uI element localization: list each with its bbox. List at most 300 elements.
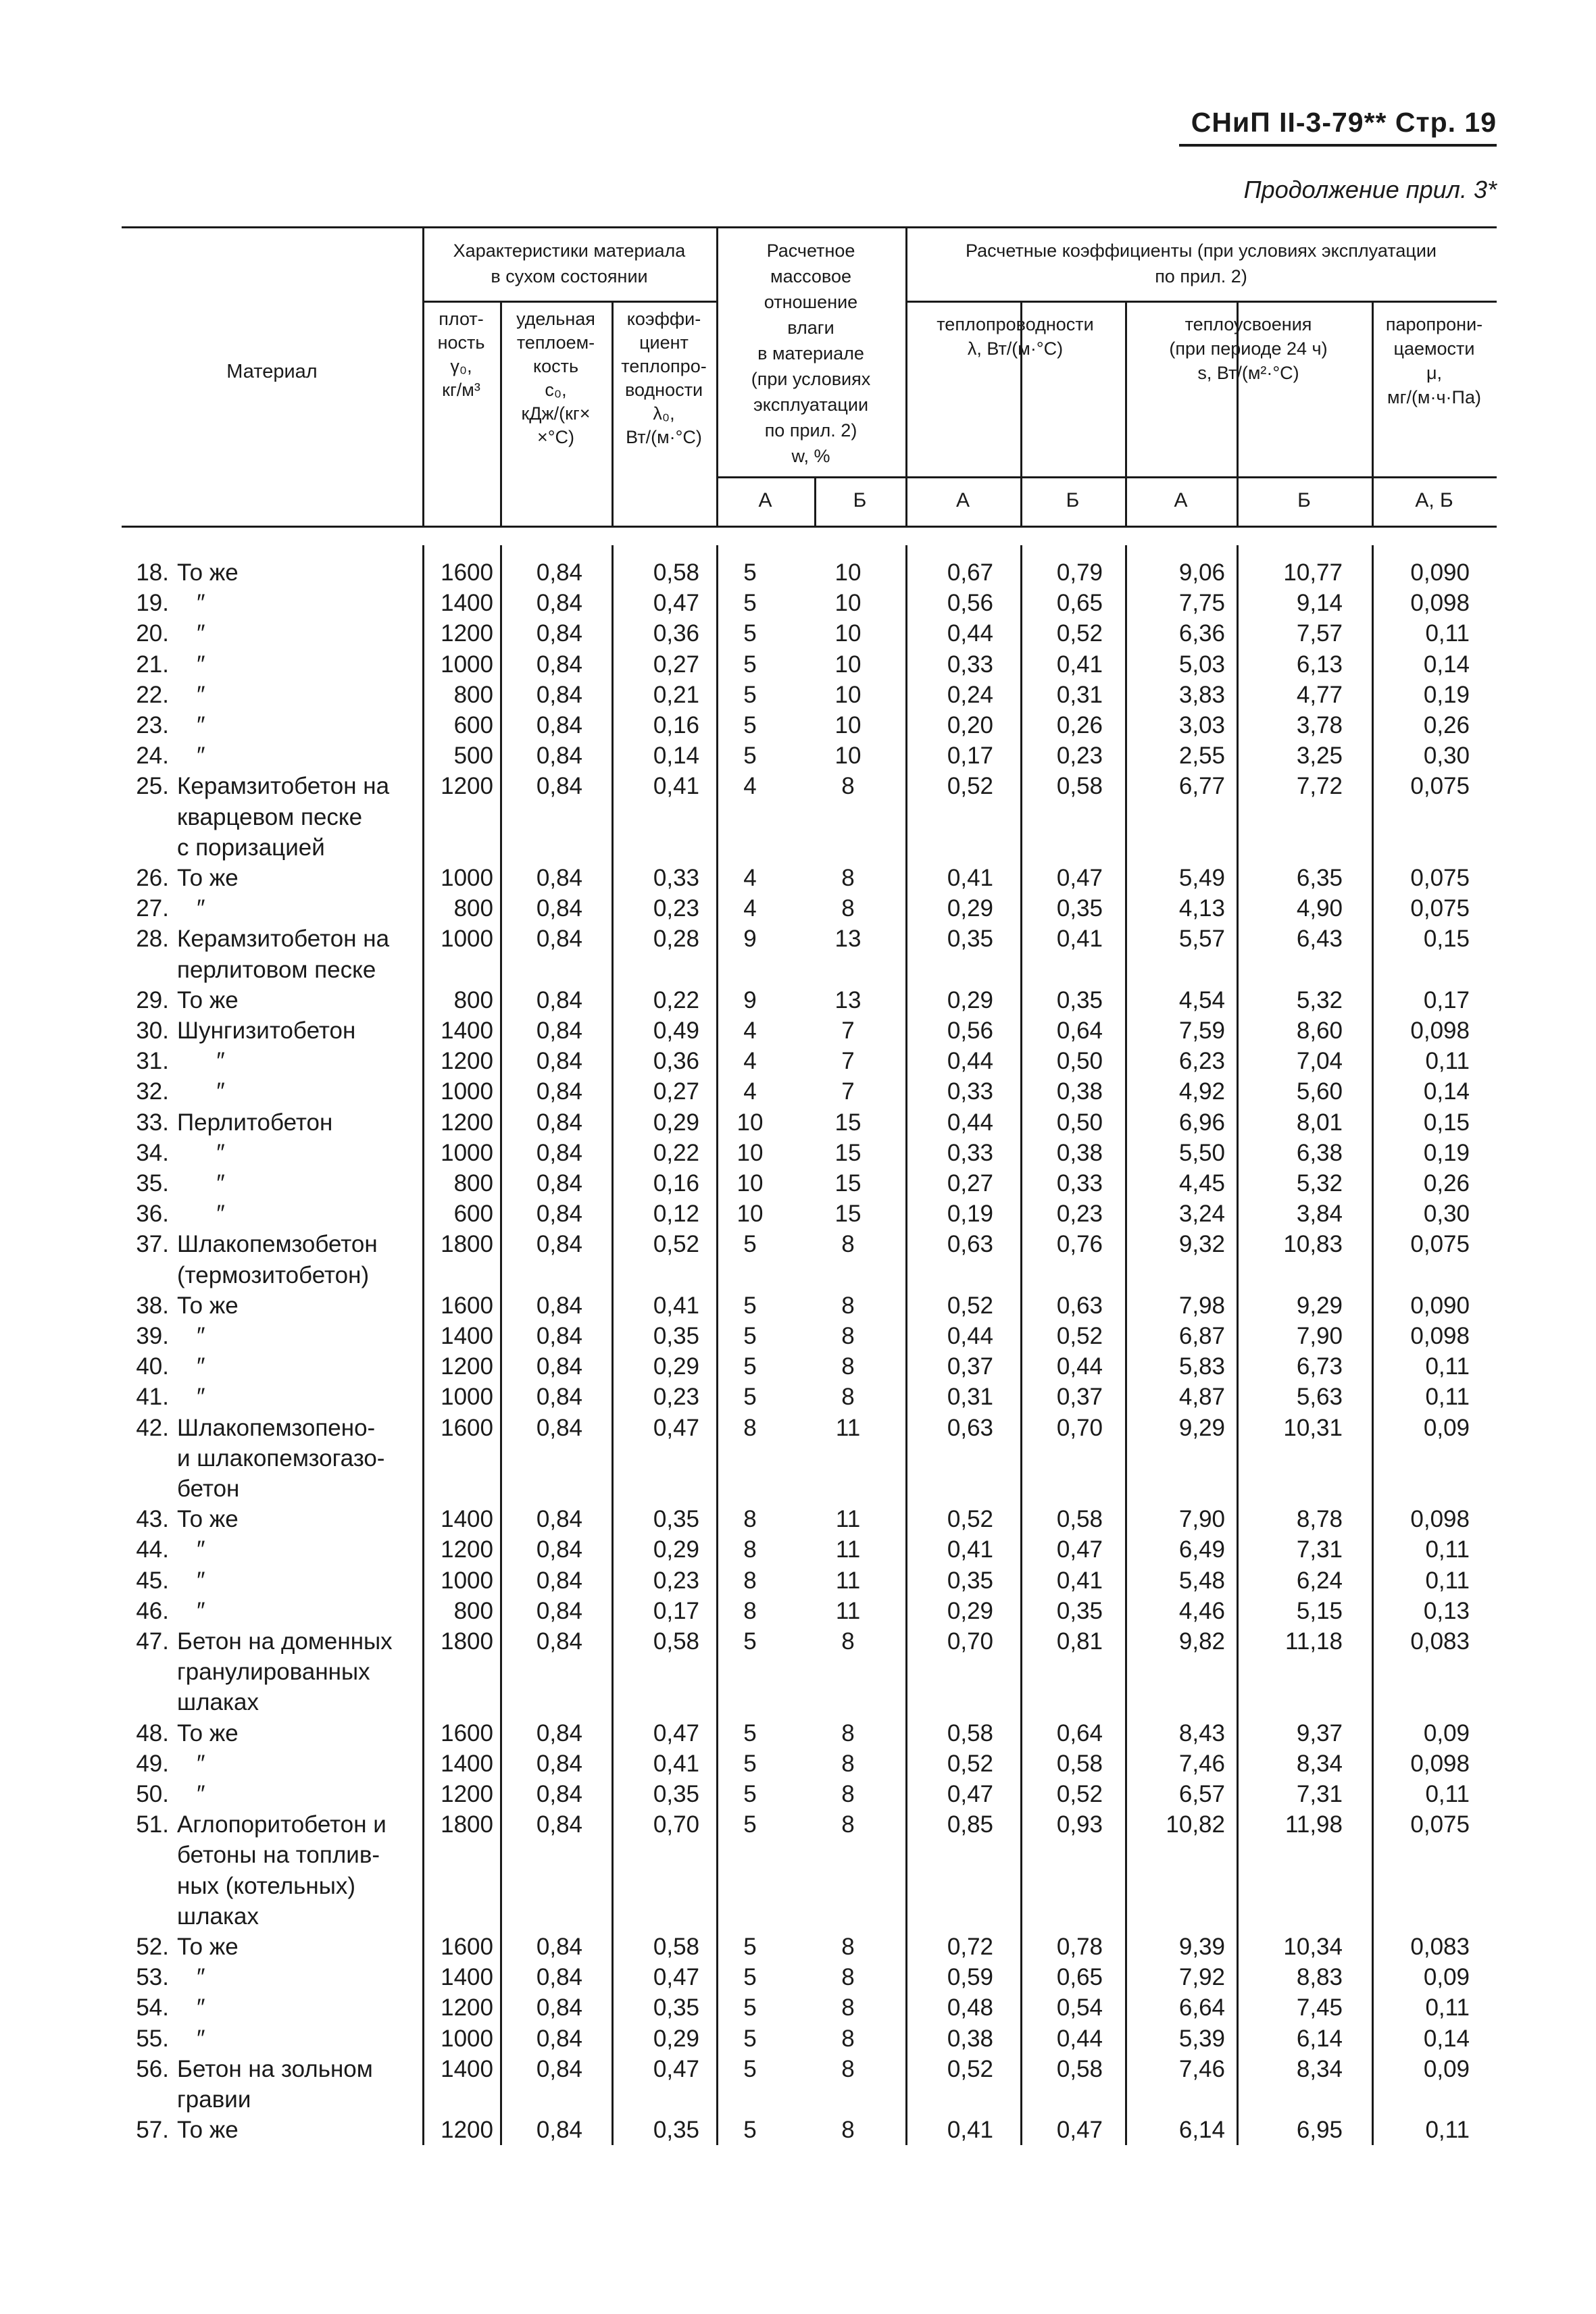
conductivity-b-cell: 0,52: [1056, 620, 1103, 647]
conductivity-a-cell: 0,44: [947, 1109, 993, 1136]
header-heat-absorption-line: s, Вт/(м²·°C): [1197, 363, 1299, 383]
moisture-a-cell: 10: [737, 1139, 764, 1166]
conductivity-a-cell: 0,33: [947, 1139, 993, 1166]
header-conductivity-line: λ, Вт/(м·°C): [967, 338, 1064, 359]
density-cell: 1200: [441, 620, 493, 647]
heat-absorption-a-cell: 6,36: [1178, 620, 1225, 647]
conductivity-b-cell: 0,70: [1056, 1414, 1103, 1441]
density-cell: 1000: [441, 1567, 493, 1594]
conductivity-b-cell: 0,50: [1056, 1048, 1103, 1075]
heat-absorption-b-cell: 8,34: [1296, 2055, 1343, 2082]
conductivity-a-cell: 0,70: [947, 1628, 993, 1655]
heat-absorption-a-cell: 6,64: [1178, 1994, 1225, 2021]
density-cell: 1800: [441, 1628, 493, 1655]
conductivity-dry-cell: 0,14: [653, 743, 699, 770]
header-moisture: [716, 238, 905, 469]
heat-absorption-b-cell: 7,72: [1296, 773, 1343, 800]
header-bottom-rule: [122, 526, 1497, 528]
table-row: [0, 1076, 1596, 1107]
header-calc-group: [905, 238, 1497, 289]
material-cell: ″: [177, 620, 205, 647]
density-cell: 1400: [441, 1323, 493, 1349]
conductivity-a-cell: 0,41: [947, 1536, 993, 1563]
header-specific-heat-line: кДж/(кг×: [521, 403, 591, 424]
vapor-permeability-cell: 0,13: [1423, 1597, 1470, 1624]
conductivity-a-cell: 0,63: [947, 1231, 993, 1258]
header-density-line: γ₀,: [450, 356, 472, 376]
moisture-b-cell: 10: [834, 712, 862, 738]
moisture-a-cell: 5: [743, 712, 757, 738]
header-density-line: кг/м³: [442, 380, 480, 400]
density-cell: 1400: [441, 1750, 493, 1777]
conductivity-dry-cell: 0,41: [653, 1292, 699, 1319]
material-cell: То же: [177, 1719, 239, 1746]
table-row: [0, 1749, 1596, 1779]
material-cell: ″: [177, 681, 205, 708]
header-specific-heat: [500, 307, 612, 449]
heat-absorption-a-cell: 5,50: [1178, 1139, 1225, 1166]
conductivity-b-cell: 0,50: [1056, 1109, 1103, 1136]
moisture-b-cell: 10: [834, 559, 862, 586]
conductivity-a-cell: 0,35: [947, 926, 993, 953]
material-cell: ″: [177, 2025, 205, 2052]
heat-absorption-a-cell: 9,29: [1178, 1414, 1225, 1441]
heat-absorption-b-cell: 11,98: [1285, 1811, 1343, 1838]
table-row: [0, 863, 1596, 893]
moisture-b-cell: 8: [841, 1750, 855, 1777]
row-number: 34.: [136, 1139, 169, 1166]
conductivity-a-cell: 0,35: [947, 1567, 993, 1594]
header-moisture-line: влаги: [787, 318, 834, 338]
header-moisture-line: эксплуатации: [753, 395, 869, 415]
material-cell: бетон: [177, 1475, 240, 1502]
conductivity-b-cell: 0,79: [1056, 559, 1103, 586]
moisture-b-cell: 7: [841, 1017, 855, 1044]
heat-absorption-b-cell: 6,95: [1296, 2117, 1343, 2144]
vapor-permeability-cell: 0,11: [1425, 1353, 1470, 1380]
row-number: 24.: [136, 743, 169, 770]
heat-absorption-a-cell: 3,83: [1178, 681, 1225, 708]
header-material: [122, 358, 422, 385]
vapor-permeability-cell: 0,11: [1425, 1781, 1470, 1807]
specific-heat-cell: 0,84: [536, 651, 582, 678]
conductivity-dry-cell: 0,21: [653, 681, 699, 708]
heat-absorption-a-cell: 5,48: [1178, 1567, 1225, 1594]
conductivity-dry-cell: 0,23: [653, 1384, 699, 1411]
row-number: 32.: [136, 1078, 169, 1105]
density-cell: 1000: [441, 1078, 493, 1105]
conductivity-dry-cell: 0,47: [653, 1719, 699, 1746]
subheader-6: А, Б: [1415, 489, 1453, 511]
heat-absorption-b-cell: 9,37: [1296, 1719, 1343, 1746]
moisture-a-cell: 5: [743, 1231, 757, 1258]
specific-heat-cell: 0,84: [536, 1231, 582, 1258]
vapor-permeability-cell: 0,090: [1410, 1292, 1470, 1319]
heat-absorption-b-cell: 10,77: [1283, 559, 1343, 586]
header-specific-heat-line: ×°C): [537, 427, 575, 447]
moisture-a-cell: 5: [743, 590, 757, 617]
row-number: 40.: [136, 1353, 169, 1380]
specific-heat-cell: 0,84: [536, 2117, 582, 2144]
moisture-a-cell: 5: [743, 2025, 757, 2052]
density-cell: 600: [453, 1201, 493, 1228]
heat-absorption-b-cell: 8,34: [1296, 1750, 1343, 1777]
conductivity-b-cell: 0,65: [1056, 1964, 1103, 1991]
conductivity-dry-cell: 0,29: [653, 1109, 699, 1136]
moisture-b-cell: 8: [841, 2025, 855, 2052]
document-code: СНиП II-3-79** Стр. 19: [1191, 107, 1497, 138]
header-moisture-line: Расчетное: [766, 241, 855, 261]
continuation-note: Продолжение прил. 3*: [1243, 176, 1497, 203]
vapor-permeability-cell: 0,15: [1423, 1109, 1470, 1136]
moisture-a-cell: 5: [743, 1750, 757, 1777]
conductivity-dry-cell: 0,29: [653, 1353, 699, 1380]
conductivity-a-cell: 0,41: [947, 865, 993, 891]
heat-absorption-b-cell: 7,31: [1296, 1536, 1343, 1563]
moisture-b-cell: 15: [834, 1170, 862, 1197]
header-specific-heat-line: удельная: [516, 309, 595, 329]
heat-absorption-a-cell: 6,23: [1178, 1048, 1225, 1075]
density-cell: 1200: [441, 1353, 493, 1380]
moisture-b-cell: 8: [841, 773, 855, 800]
conductivity-a-cell: 0,56: [947, 590, 993, 617]
conductivity-b-cell: 0,37: [1056, 1384, 1103, 1411]
specific-heat-cell: 0,84: [536, 986, 582, 1013]
material-cell: То же: [177, 2117, 239, 2144]
vapor-permeability-cell: 0,15: [1423, 926, 1470, 953]
table-row: [0, 1229, 1596, 1290]
conductivity-dry-cell: 0,49: [653, 1017, 699, 1044]
subheader-0: А: [758, 489, 772, 511]
conductivity-a-cell: 0,52: [947, 1750, 993, 1777]
moisture-b-cell: 8: [841, 1719, 855, 1746]
conductivity-b-cell: 0,26: [1056, 712, 1103, 738]
moisture-a-cell: 5: [743, 559, 757, 586]
row-number: 37.: [136, 1231, 169, 1258]
conductivity-a-cell: 0,33: [947, 1078, 993, 1105]
heat-absorption-a-cell: 5,49: [1178, 865, 1225, 891]
table-row: [0, 985, 1596, 1015]
material-cell: То же: [177, 986, 239, 1013]
table-row: [0, 649, 1596, 680]
table-row: [0, 1565, 1596, 1596]
row-number: 38.: [136, 1292, 169, 1319]
header-moisture-line: w, %: [791, 446, 830, 466]
table-top-rule: [122, 226, 1497, 228]
material-cell: ″: [177, 743, 205, 770]
moisture-a-cell: 8: [743, 1567, 757, 1594]
moisture-a-cell: 5: [743, 1964, 757, 1991]
heat-absorption-b-cell: 6,13: [1296, 651, 1343, 678]
vapor-permeability-cell: 0,09: [1423, 2055, 1470, 2082]
table-row: [0, 710, 1596, 740]
conductivity-dry-cell: 0,36: [653, 620, 699, 647]
row-number: 25.: [136, 773, 169, 800]
conductivity-b-cell: 0,64: [1056, 1017, 1103, 1044]
specific-heat-cell: 0,84: [536, 926, 582, 953]
moisture-b-cell: 7: [841, 1048, 855, 1075]
moisture-b-cell: 10: [834, 590, 862, 617]
conductivity-b-cell: 0,76: [1056, 1231, 1103, 1258]
material-cell: ″: [177, 1201, 225, 1228]
table-row: [0, 1992, 1596, 2023]
moisture-b-cell: 11: [835, 1506, 861, 1533]
heat-absorption-a-cell: 6,87: [1178, 1323, 1225, 1349]
density-cell: 1200: [441, 773, 493, 800]
row-number: 22.: [136, 681, 169, 708]
table-row: [0, 1290, 1596, 1321]
conductivity-dry-cell: 0,70: [653, 1811, 699, 1838]
density-cell: 800: [453, 986, 493, 1013]
conductivity-dry-cell: 0,58: [653, 1934, 699, 1960]
heat-absorption-b-cell: 8,01: [1296, 1109, 1343, 1136]
table-row: [0, 1718, 1596, 1749]
row-number: 53.: [136, 1964, 169, 1991]
material-cell: ″: [177, 1323, 205, 1349]
material-cell: Бетон на доменных: [177, 1628, 393, 1655]
heat-absorption-b-cell: 11,18: [1285, 1628, 1343, 1655]
conductivity-b-cell: 0,44: [1056, 2025, 1103, 2052]
moisture-b-cell: 8: [841, 1964, 855, 1991]
conductivity-b-cell: 0,52: [1056, 1781, 1103, 1807]
specific-heat-cell: 0,84: [536, 559, 582, 586]
moisture-a-cell: 4: [743, 1048, 757, 1075]
moisture-b-cell: 10: [834, 681, 862, 708]
conductivity-b-cell: 0,58: [1056, 1750, 1103, 1777]
specific-heat-cell: 0,84: [536, 2055, 582, 2082]
conductivity-dry-cell: 0,28: [653, 926, 699, 953]
conductivity-a-cell: 0,44: [947, 620, 993, 647]
density-cell: 800: [453, 1597, 493, 1624]
subheader-3: Б: [1066, 489, 1080, 511]
density-cell: 500: [453, 743, 493, 770]
conductivity-b-cell: 0,31: [1056, 681, 1103, 708]
density-cell: 600: [453, 712, 493, 738]
moisture-b-cell: 8: [841, 865, 855, 891]
table-row: [0, 1504, 1596, 1534]
heat-absorption-b-cell: 4,77: [1296, 681, 1343, 708]
conductivity-dry-cell: 0,16: [653, 1170, 699, 1197]
conductivity-b-cell: 0,47: [1056, 865, 1103, 891]
heat-absorption-b-cell: 9,29: [1296, 1292, 1343, 1319]
conductivity-a-cell: 0,52: [947, 1292, 993, 1319]
row-number: 52.: [136, 1934, 169, 1960]
moisture-a-cell: 8: [743, 1414, 757, 1441]
conductivity-b-cell: 0,23: [1056, 1201, 1103, 1228]
vapor-permeability-cell: 0,098: [1410, 1506, 1470, 1533]
conductivity-dry-cell: 0,27: [653, 1078, 699, 1105]
heat-absorption-b-cell: 3,78: [1296, 712, 1343, 738]
header-vapor-line: паропрони-: [1385, 314, 1483, 334]
density-cell: 1600: [441, 1719, 493, 1746]
moisture-a-cell: 5: [743, 1811, 757, 1838]
specific-heat-cell: 0,84: [536, 1994, 582, 2021]
heat-absorption-a-cell: 9,06: [1178, 559, 1225, 586]
moisture-a-cell: 5: [743, 620, 757, 647]
specific-heat-cell: 0,84: [536, 1781, 582, 1807]
material-cell: ″: [177, 712, 205, 738]
conductivity-dry-cell: 0,35: [653, 2117, 699, 2144]
material-cell: (термозитобетон): [177, 1261, 370, 1288]
conductivity-dry-cell: 0,52: [653, 1231, 699, 1258]
conductivity-a-cell: 0,27: [947, 1170, 993, 1197]
heat-absorption-b-cell: 3,84: [1296, 1201, 1343, 1228]
moisture-b-cell: 8: [841, 1323, 855, 1349]
row-number: 33.: [136, 1109, 169, 1136]
vapor-permeability-cell: 0,26: [1423, 712, 1470, 738]
density-cell: 1400: [441, 1017, 493, 1044]
header-moisture-line: в материале: [757, 343, 864, 363]
heat-absorption-b-cell: 4,90: [1296, 895, 1343, 922]
density-cell: 1200: [441, 1536, 493, 1563]
conductivity-dry-cell: 0,47: [653, 590, 699, 617]
heat-absorption-b-cell: 6,73: [1296, 1353, 1343, 1380]
table-row: [0, 1321, 1596, 1351]
vapor-permeability-cell: 0,14: [1423, 2025, 1470, 2052]
density-cell: 1000: [441, 651, 493, 678]
material-cell: ″: [177, 1964, 205, 1991]
vapor-permeability-cell: 0,26: [1423, 1170, 1470, 1197]
table-row: [0, 618, 1596, 649]
table-row: [0, 1413, 1596, 1505]
conductivity-a-cell: 0,38: [947, 2025, 993, 2052]
vapor-permeability-cell: 0,11: [1425, 1567, 1470, 1594]
row-number: 47.: [136, 1628, 169, 1655]
conductivity-b-cell: 0,35: [1056, 986, 1103, 1013]
header-calc-group-line: Расчетные коэффициенты (при условиях эксплуатации: [965, 241, 1437, 261]
material-cell: ″: [177, 1567, 205, 1594]
moisture-b-cell: 13: [834, 986, 862, 1013]
density-cell: 1400: [441, 1964, 493, 1991]
material-cell: кварцевом песке: [177, 803, 363, 830]
row-number: 57.: [136, 2117, 169, 2144]
heat-absorption-b-cell: 10,34: [1283, 1934, 1343, 1960]
heat-absorption-a-cell: 5,39: [1178, 2025, 1225, 2052]
heat-absorption-b-cell: 8,60: [1296, 1017, 1343, 1044]
conductivity-a-cell: 0,67: [947, 559, 993, 586]
material-cell: ″: [177, 1353, 205, 1380]
table-row: [0, 893, 1596, 924]
material-cell: Керамзитобетон на: [177, 926, 390, 953]
specific-heat-cell: 0,84: [536, 1292, 582, 1319]
density-cell: 1000: [441, 2025, 493, 2052]
header-specific-heat-line: c₀,: [545, 380, 567, 400]
conductivity-b-cell: 0,63: [1056, 1292, 1103, 1319]
heat-absorption-a-cell: 7,92: [1178, 1964, 1225, 1991]
material-cell: Перлитобетон: [177, 1109, 333, 1136]
header-density: [422, 307, 500, 402]
heat-absorption-a-cell: 8,43: [1178, 1719, 1225, 1746]
moisture-b-cell: 8: [841, 1811, 855, 1838]
material-cell: перлитовом песке: [177, 956, 376, 983]
heat-absorption-a-cell: 6,57: [1178, 1781, 1225, 1807]
conductivity-dry-cell: 0,58: [653, 559, 699, 586]
density-cell: 800: [453, 895, 493, 922]
conductivity-a-cell: 0,31: [947, 1384, 993, 1411]
heat-absorption-b-cell: 8,78: [1296, 1506, 1343, 1533]
density-cell: 1200: [441, 2117, 493, 2144]
header-heat-absorption-line: (при периоде 24 ч): [1169, 338, 1328, 359]
conductivity-dry-cell: 0,27: [653, 651, 699, 678]
heat-absorption-a-cell: 6,14: [1178, 2117, 1225, 2144]
moisture-b-cell: 8: [841, 895, 855, 922]
material-cell: ″: [177, 1781, 205, 1807]
moisture-a-cell: 5: [743, 1384, 757, 1411]
row-number: 51.: [136, 1811, 169, 1838]
conductivity-a-cell: 0,29: [947, 1597, 993, 1624]
material-cell: ″: [177, 1139, 225, 1166]
specific-heat-cell: 0,84: [536, 1048, 582, 1075]
heat-absorption-a-cell: 5,83: [1178, 1353, 1225, 1380]
moisture-a-cell: 8: [743, 1506, 757, 1533]
vapor-permeability-cell: 0,09: [1423, 1964, 1470, 1991]
heat-absorption-a-cell: 3,24: [1178, 1201, 1225, 1228]
vapor-permeability-cell: 0,14: [1423, 651, 1470, 678]
material-cell: Керамзитобетон на: [177, 773, 390, 800]
vapor-permeability-cell: 0,11: [1425, 620, 1470, 647]
heat-absorption-b-cell: 10,83: [1283, 1231, 1343, 1258]
heat-absorption-b-cell: 10,31: [1283, 1414, 1343, 1441]
conductivity-b-cell: 0,58: [1056, 2055, 1103, 2082]
specific-heat-cell: 0,84: [536, 1170, 582, 1197]
material-cell: Аглопоритобетон и: [177, 1811, 386, 1838]
conductivity-b-cell: 0,35: [1056, 1597, 1103, 1624]
heat-absorption-b-cell: 5,63: [1296, 1384, 1343, 1411]
heat-absorption-a-cell: 6,96: [1178, 1109, 1225, 1136]
material-cell: бетоны на топлив-: [177, 1842, 380, 1869]
material-cell: ″: [177, 1597, 205, 1624]
conductivity-a-cell: 0,33: [947, 651, 993, 678]
vapor-permeability-cell: 0,098: [1410, 1750, 1470, 1777]
conductivity-b-cell: 0,78: [1056, 1934, 1103, 1960]
specific-heat-cell: 0,84: [536, 2025, 582, 2052]
material-cell: Шлакопемзобетон: [177, 1231, 378, 1258]
specific-heat-cell: 0,84: [536, 1934, 582, 1960]
table-row: [0, 1046, 1596, 1076]
header-specific-heat-line: кость: [532, 356, 579, 376]
heat-absorption-a-cell: 4,87: [1178, 1384, 1225, 1411]
vapor-permeability-cell: 0,30: [1423, 1201, 1470, 1228]
conductivity-a-cell: 0,29: [947, 895, 993, 922]
header-density-line: ность: [437, 332, 485, 353]
row-number: 29.: [136, 986, 169, 1013]
specific-heat-cell: 0,84: [536, 1414, 582, 1441]
specific-heat-cell: 0,84: [536, 1567, 582, 1594]
header-conductivity-dry-line: λ₀,: [653, 403, 675, 424]
heat-absorption-a-cell: 7,59: [1178, 1017, 1225, 1044]
moisture-b-cell: 8: [841, 1292, 855, 1319]
subheader-top-rule: [716, 476, 1497, 478]
header-underline: [1179, 144, 1497, 147]
vapor-permeability-cell: 0,098: [1410, 1323, 1470, 1349]
conductivity-a-cell: 0,47: [947, 1781, 993, 1807]
heat-absorption-a-cell: 10,82: [1166, 1811, 1225, 1838]
conductivity-dry-cell: 0,47: [653, 2055, 699, 2082]
specific-heat-cell: 0,84: [536, 1597, 582, 1624]
subheader-5: Б: [1297, 489, 1311, 511]
moisture-a-cell: 4: [743, 1017, 757, 1044]
material-cell: То же: [177, 559, 239, 586]
conductivity-dry-cell: 0,23: [653, 1567, 699, 1594]
subheader-4: А: [1174, 489, 1188, 511]
moisture-b-cell: 8: [841, 1628, 855, 1655]
header-moisture-line: отношение: [764, 292, 858, 312]
heat-absorption-b-cell: 5,15: [1296, 1597, 1343, 1624]
heat-absorption-a-cell: 4,13: [1178, 895, 1225, 922]
specific-heat-cell: 0,84: [536, 1078, 582, 1105]
conductivity-dry-cell: 0,58: [653, 1628, 699, 1655]
material-cell: ″: [177, 895, 205, 922]
